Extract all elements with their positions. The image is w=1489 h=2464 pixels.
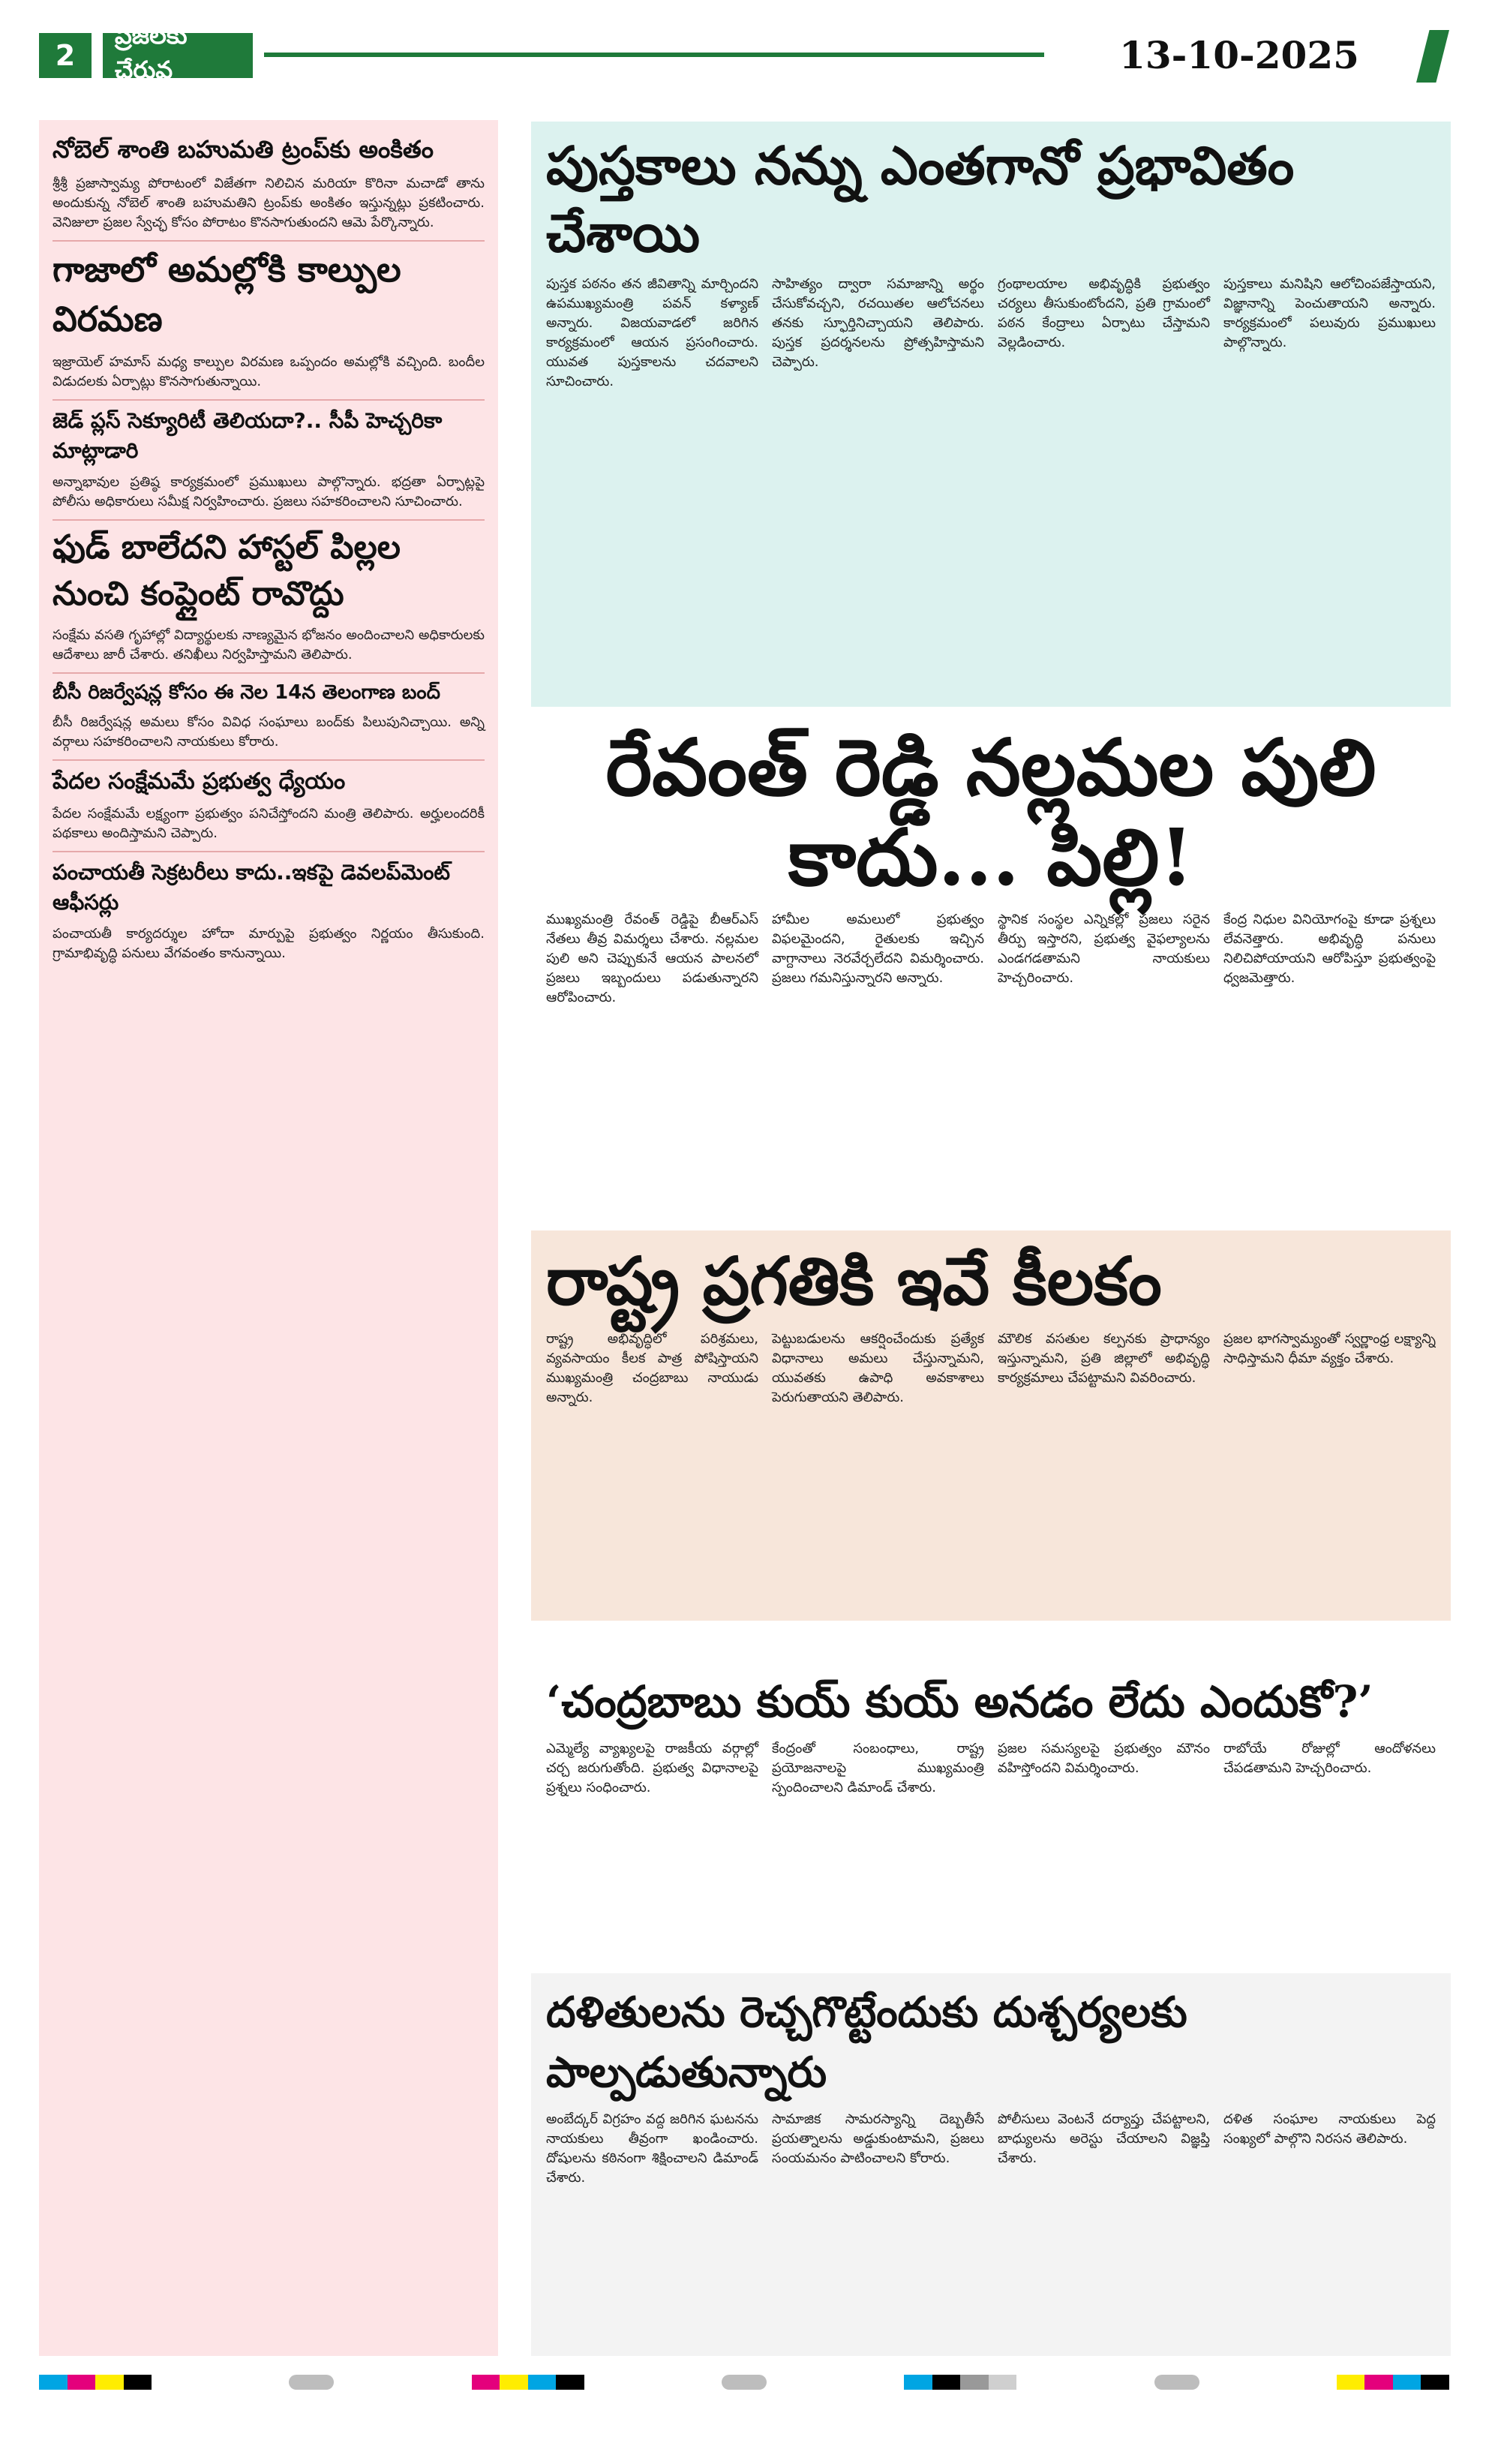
books-panel bbox=[531, 122, 1451, 707]
headline-chandrababu: ‘చంద్రబాబు కుయ్ కుయ్ అనడం లేదు ఎందుకో?’ bbox=[546, 1676, 1373, 1727]
state-text-1: రాష్ట్ర అభివృద్ధిలో పరిశ్రమలు, వ్యవసాయం కీలక పాత్ర పోషిస్తాయని ముఖ్యమంత్రి చంద్రబాబు నాయుడు అన్నారు. bbox=[546, 1331, 758, 1405]
left-column bbox=[39, 120, 498, 2356]
divider bbox=[53, 240, 485, 242]
story-security: అన్నాభావుల ప్రతిష్ఠ కార్యక్రమంలో ప్రముఖులు పాల్గొన్నారు. భద్రతా ఏర్పాట్లపై పోలీసు అధికారులు సమీక్ష నిర్వహించారు. ప్రజలు సహకరించాలని సూచించారు. bbox=[53, 474, 485, 509]
books-col-4 bbox=[1223, 275, 1436, 755]
chandra-text-1: ఎమ్మెల్యే వ్యాఖ్యలపై రాజకీయ వర్గాల్లో చర్చ జరుగుతోంది. ప్రభుత్వ విధానాలపై ప్రశ్నలు సంధించారు. bbox=[546, 1741, 758, 1795]
state-col-1 bbox=[546, 1330, 758, 1600]
headline-bc-bandh: బీసీ రిజర్వేషన్ల కోసం ఈ నెల 14న తెలంగాణ బంద్ bbox=[53, 681, 440, 704]
story-hostel: సంక్షేమ వసతి గృహాల్లో విద్యార్థులకు నాణ్యమైన భోజనం అందించాలని అధికారులకు ఆదేశాలు జారీ చేశారు. తనిఖీలు నిర్వహిస్తామని తెలిపారు. bbox=[53, 627, 485, 663]
divider bbox=[53, 519, 485, 521]
revanth-text-4: కేంద్ర నిధుల వినియోగంపై కూడా ప్రశ్నలు లేవనెత్తారు. అభివృద్ధి పనులు నిలిచిపోయాయని ఆరోపిస్తూ ప్రభుత్వంపై ధ్వజమెత్తారు. bbox=[1223, 912, 1436, 986]
state-text-3: మౌలిక వసతుల కల్పనకు ప్రాధాన్యం ఇస్తున్నామని, ప్రతి జిల్లాలో అభివృద్ధి కార్యక్రమాలు చేపట్టామని వివరించారు. bbox=[998, 1331, 1210, 1386]
divider bbox=[53, 672, 485, 674]
corner-flag-icon bbox=[1416, 30, 1449, 83]
headline-state-progress: రాష్ట్ర ప్రగతికి ఇవే కీలకం bbox=[546, 1242, 1162, 1320]
state-columns bbox=[546, 1330, 1436, 1600]
divider bbox=[53, 399, 485, 401]
header-rule bbox=[264, 53, 1044, 57]
story-bc-bandh: బీసీ రిజర్వేషన్ల అమలు కోసం వివిధ సంఘాలు బంద్‌కు పిలుపునిచ్చాయి. అన్ని వర్గాలు సహకరించాలని నాయకులు కోరారు. bbox=[53, 714, 485, 750]
registration-dot bbox=[722, 2375, 767, 2390]
dalit-columns bbox=[546, 2110, 1436, 2395]
headline-gaza: గాజాలో అమల్లోకి కాల్పుల విరమణ bbox=[53, 249, 401, 339]
state-text-4: ప్రజల భాగస్వామ్యంతో స్వర్ణాంధ్ర లక్ష్యాన్ని సాధిస్తామని ధీమా వ్యక్తం చేశారు. bbox=[1223, 1331, 1436, 1366]
books-text-1: పుస్తక పఠనం తన జీవితాన్ని మార్చిందని ఉపముఖ్యమంత్రి పవన్ కళ్యాణ్ అన్నారు. విజయవాడలో జరిగిన కార్యక్రమంలో ఆయన ప్రసంగించారు. యువత పుస్తకాలను చదవాలని సూచించారు. bbox=[546, 276, 758, 389]
story-gaza: ఇజ్రాయెల్ హమాస్ మధ్య కాల్పుల విరమణ ఒప్పందం అమల్లోకి వచ్చింది. బందీల విడుదలకు ఏర్పాట్లు కొనసాగుతున్నాయి. bbox=[53, 354, 485, 389]
chandrababu-article bbox=[531, 1666, 1451, 1958]
books-columns bbox=[546, 275, 1436, 755]
books-col-2 bbox=[772, 275, 984, 755]
masthead: ప్రజలకు చేరువ bbox=[103, 33, 253, 78]
page-number: 2 bbox=[39, 33, 92, 78]
headline-dalit: దళితులను రెచ్చగొట్టేందుకు దుశ్చర్యలకు పాల్పడుతున్నారు bbox=[546, 1988, 1187, 2097]
dalit-text-4: దళిత సంఘాల నాయకులు పెద్ద సంఖ్యలో పాల్గొని నిరసన తెలిపారు. bbox=[1223, 2111, 1436, 2147]
state-col-2 bbox=[772, 1330, 984, 1600]
dalit-text-1: అంబేద్కర్ విగ్రహం వద్ద జరిగిన ఘటనను నాయకులు తీవ్రంగా ఖండించారు. దోషులను కఠినంగా శిక్షించాలని డిమాండ్ చేశారు. bbox=[546, 2111, 758, 2186]
state-text-2: పెట్టుబడులను ఆకర్షించేందుకు ప్రత్యేక విధానాలు అమలు చేస్తున్నామని, యువతకు ఉపాధి అవకాశాలు పెరుగుతాయని తెలిపారు. bbox=[772, 1331, 984, 1405]
revanth-text-2: హామీల అమలులో ప్రభుత్వం విఫలమైందని, రైతులకు ఇచ్చిన వాగ్దానాలు నెరవేర్చలేదని విమర్శించారు. ప్రజలు గమనిస్తున్నారని అన్నారు. bbox=[772, 912, 984, 986]
print-registration-marks bbox=[39, 2371, 1449, 2393]
chandra-col-4 bbox=[1223, 1739, 1436, 1949]
story-poor-welfare: పేదల సంక్షేమమే లక్ష్యంగా ప్రభుత్వం పనిచేస్తోందని మంత్రి తెలిపారు. అర్హులందరికీ పథకాలు అందిస్తామని చెప్పారు. bbox=[53, 806, 485, 841]
headline-nobel: నోబెల్ శాంతి బహుమతి ట్రంప్‌కు అంకితం bbox=[53, 135, 434, 164]
chandra-text-4: రాబోయే రోజుల్లో ఆందోళనలు చేపడతామని హెచ్చరించారు. bbox=[1223, 1741, 1436, 1776]
chandra-text-3: ప్రజల సమస్యలపై ప్రభుత్వం మౌనం వహిస్తోందని విమర్శించారు. bbox=[998, 1741, 1210, 1776]
headline-books: పుస్తకాలు నన్ను ఎంతగానో ప్రభావితం చేశాయి bbox=[546, 134, 1295, 264]
page-header bbox=[39, 21, 1449, 84]
state-progress-article bbox=[531, 1230, 1451, 1621]
color-bar bbox=[1337, 2375, 1449, 2390]
revanth-text-1: ముఖ్యమంత్రి రేవంత్ రెడ్డిపై బీఆర్ఎస్ నేతలు తీవ్ర విమర్శలు చేశారు. నల్లమల పులి అని చెప్పుకునే ఆయన పాలనలో ప్రజలు ఇబ్బందులు పడుతున్నారని ఆరోపించారు. bbox=[546, 912, 758, 1005]
story-panchayat: పంచాయతీ కార్యదర్శుల హోదా మార్పుపై ప్రభుత్వం నిర్ణయం తీసుకుంది. గ్రామాభివృద్ధి పనులు వేగవంతం కానున్నాయి. bbox=[53, 926, 485, 961]
books-text-4: పుస్తకాలు మనిషిని ఆలోచింపజేస్తాయని, విజ్ఞానాన్ని పెంచుతాయని అన్నారు. కార్యక్రమంలో పలువురు ప్రముఖులు పాల్గొన్నారు. bbox=[1223, 276, 1436, 350]
revanth-text-3: స్థానిక సంస్థల ఎన్నికల్లో ప్రజలు సరైన తీర్పు ఇస్తారని, ప్రభుత్వ వైఫల్యాలను ఎండగడతామని నాయకులు హెచ్చరించారు. bbox=[998, 912, 1210, 986]
dalit-col-3 bbox=[998, 2110, 1210, 2395]
registration-dot bbox=[289, 2375, 334, 2390]
dalit-col-1 bbox=[546, 2110, 758, 2395]
chandra-col-1 bbox=[546, 1739, 758, 1949]
books-col-3 bbox=[998, 275, 1210, 755]
dalit-text-3: పోలీసులు వెంటనే దర్యాప్తు చేపట్టాలని, బాధ్యులను అరెస్టు చేయాలని విజ్ఞప్తి చేశారు. bbox=[998, 2111, 1210, 2166]
headline-security: జెడ్ ప్లస్ సెక్యూరిటీ తెలియదా?.. సీపీ హెచ్చరికా మాట్లాడారి bbox=[53, 408, 443, 463]
chandra-columns bbox=[546, 1739, 1436, 1949]
chandra-col-3 bbox=[998, 1739, 1210, 1949]
state-col-4 bbox=[1223, 1330, 1436, 1600]
color-bar bbox=[39, 2375, 152, 2390]
chandra-col-2 bbox=[772, 1739, 984, 1949]
issue-date: 13-10-2025 bbox=[1119, 33, 1359, 77]
registration-dot bbox=[1154, 2375, 1199, 2390]
headline-hostel: ఫుడ్ బాలేదని హాస్టల్ పిల్లల నుంచి కంప్లైంట్ రావొద్దు bbox=[53, 528, 401, 613]
dalit-col-4 bbox=[1223, 2110, 1436, 2395]
color-bar bbox=[472, 2375, 584, 2390]
color-bar bbox=[904, 2375, 1016, 2390]
headline-panchayat: పంచాయతీ సెక్రటరీలు కాదు..ఇకపై డెవలప్‌మెంట్ ఆఫీసర్లు bbox=[53, 860, 451, 915]
books-text-3: గ్రంథాలయాల అభివృద్ధికి ప్రభుత్వం చర్యలు తీసుకుంటోందని, ప్రతి గ్రామంలో పఠన కేంద్రాలు ఏర్పాటు చేస్తామని వెల్లడించారు. bbox=[998, 276, 1210, 350]
headline-revanth: రేవంత్ రెడ్డి నల్లమల పులి కాదు... పిల్లి! bbox=[605, 721, 1376, 903]
dalit-article bbox=[531, 1973, 1451, 2356]
books-text-2: సాహిత్యం ద్వారా సమాజాన్ని అర్థం చేసుకోవచ్చని, రచయితల ఆలోచనలు తనకు స్ఫూర్తినిచ్చాయని తెలిపారు. పుస్తక ప్రదర్శనలను ప్రోత్సహిస్తామని చెప్పారు. bbox=[772, 276, 984, 370]
story-nobel: శ్రీశ్రీ ప్రజాస్వామ్య పోరాటంలో విజేతగా నిలిచిన మరియా కొరినా మచాడో తాను అందుకున్న నోబెల్ శాంతి బహుమతిని ట్రంప్‌కు అంకితం ఇస్తున్నట్లు ప్రకటించారు. వెనిజులా ప్రజల స్వేచ్ఛ కోసం పోరాటం కొనసాగుతుందని ఆమె పేర్కొన్నారు. bbox=[53, 176, 485, 230]
divider bbox=[53, 851, 485, 852]
books-col-1 bbox=[546, 275, 758, 755]
dalit-col-2 bbox=[772, 2110, 984, 2395]
state-col-3 bbox=[998, 1330, 1210, 1600]
divider bbox=[53, 759, 485, 761]
headline-poor-welfare: పేదల సంక్షేమమే ప్రభుత్వ ధ్యేయం bbox=[53, 768, 346, 795]
chandra-text-2: కేంద్రంతో సంబంధాలు, రాష్ట్ర ప్రయోజనాలపై ముఖ్యమంత్రి స్పందించాలని డిమాండ్ చేశారు. bbox=[772, 1741, 984, 1795]
dalit-text-2: సామాజిక సామరస్యాన్ని దెబ్బతీసే ప్రయత్నాలను అడ్డుకుంటామని, ప్రజలు సంయమనం పాటించాలని కోరారు. bbox=[772, 2111, 984, 2166]
